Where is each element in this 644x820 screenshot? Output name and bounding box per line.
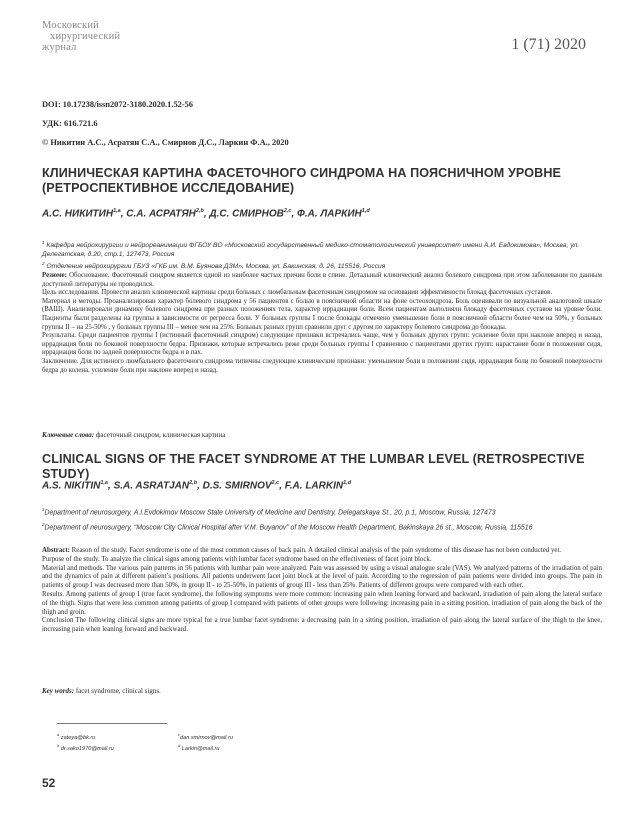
- udk: УДК: 616.721.6: [42, 119, 98, 128]
- abstract-paragraph: [42, 565, 602, 591]
- footnote: [178, 731, 233, 742]
- author-sup: 2,b: [189, 480, 198, 486]
- abstract-text: Purpose of the study. To analyze the clinical signs among patients with lumbar facet syndrome based on the effectiveness of facet joint block.: [42, 555, 432, 563]
- affiliations-en: [42, 505, 602, 532]
- footnote: [178, 742, 233, 753]
- abstract-paragraph: [42, 591, 602, 617]
- keywords-text: фасеточный синдром, клиническая картина: [94, 431, 226, 439]
- keywords-label: Ключевые слова:: [42, 431, 95, 439]
- abstract-text: Цель исследования. Провести анализ клинической картины среди больных с люмбальным фасеточным синдромом на основании эффективности блокад фасеточных суставов.: [42, 289, 553, 297]
- aff-text: Кафедра нейрохирургии и нейрореанимации ФГБОУ ВО «Московский государственный медико-стоматологический университет имени А.И. Евдокимова», Москва, ул. Делегатская, д.20, стр.1, 127473, Россия: [42, 242, 580, 259]
- footnote-rule: [57, 723, 167, 724]
- abstract-text: Reason of the study. Facet syndrome is one of the most common causes of back pain. A detailed clinical analysis of the pain syndrome of this disease has not been conducted yet.: [69, 547, 562, 554]
- abstract-text: Материал и методы. Проанализирован характер болевого синдрома у 56 пациентов с болью в поясничной области на фоне остеохондроза. Боль оценивали по визуальной аналоговой шкале (ВАШ). Анализировали динамику болевого синдрома при разных положениях тела, характер иррадиации боли. Всем пациентам выполняли блокаду фасеточных суставов на уровне боли. Пациенты были разделены на группы в зависимости от регресса боли. У больных группы I после блокады отмечено уменьшение боли в поясничной области более чем на 50%, у больных группы II – на 25-50% , у больных группы III – менее чем на 25%. Больных разных групп сравнили друг с другом по характеру болевого синдрома до блокады.: [42, 297, 602, 331]
- affiliation: [42, 238, 602, 259]
- abstract-paragraph: [42, 298, 602, 332]
- aff-text: Отделение нейрохирургии ГБУЗ «ГКБ им. В.М. Буянова ДЗМ», Москва, ул. Бакинская, д. 26, 115516, Россия: [46, 263, 386, 271]
- abstract-lead: Abstract:: [42, 547, 70, 554]
- aff-text: Department of neurosurgery, A.I.Evdokimov Moscow State University of Medicine and Dentistry, Delegatskaya St., 20, p.1, Moscow, Russia, 127473: [44, 509, 496, 517]
- abstract-paragraph: [42, 617, 602, 635]
- authors-en: A.S. NIKITIN$^{1,a}$, S.A. ASRATJAN$^{2,b}$, D.S. SMIRNOV$^{2,c}$, F.A. LARKIN$^{1,d}$: [42, 480, 352, 492]
- author-sup: 2,c: [271, 480, 280, 486]
- footnote-email[interactable]: dan.smirnov@mail.ru: [180, 734, 233, 741]
- footnote-sup: c: [178, 732, 180, 737]
- abstract-text: Conclusion The following clinical signs are more typical for a true lumbar facet syndrome: a decreasing pain in a sitting position, irradiation of pain along the lateral surface of the thigh to the knee, increasing pain when leaning forward and backward.: [42, 617, 602, 634]
- aff-sup: 2: [42, 261, 45, 267]
- abstract-text: Заключение. Для истинного люмбального фасеточного синдрома типичны следующие клинические признаки: уменьшение боли в положении сидя, иррадиация боли по боковой поверхности бедра до колена, усиление боли при наклоне вперед и назад.: [42, 357, 602, 374]
- journal-logo: [42, 20, 120, 53]
- author-sup: 1,a: [113, 208, 121, 214]
- author: А.С. НИКИТИН: [42, 208, 114, 220]
- copyright: © Никитин А.С., Асратян С.А., Смирнов Д.С., Ларкин Ф.А., 2020: [42, 138, 289, 147]
- footnote-email[interactable]: dr.sako1970@mail.ru: [60, 746, 114, 753]
- abstract-paragraph: [42, 289, 602, 298]
- author-sup: 2,c: [283, 208, 292, 214]
- keywords-ru: [42, 431, 225, 439]
- author: С.А. АСРАТЯН: [126, 208, 196, 220]
- abstract-paragraph: [42, 556, 602, 565]
- doi: DOI: 10.17238/issn2072-3180.2020.1.52-56: [42, 100, 193, 109]
- author: D.S. SMIRNOV: [202, 480, 272, 492]
- author: Ф.А. ЛАРКИН: [297, 208, 362, 220]
- title-en: CLINICAL SIGNS OF THE FACET SYNDROME AT THE LUMBAR LEVEL (RETROSPECTIVE STUDY): [42, 452, 585, 481]
- issue-number: 1 (71) 2020: [511, 36, 586, 53]
- author: S.A. ASRATJAN: [113, 480, 190, 492]
- page-number: 52: [42, 776, 56, 790]
- abstract-ru: [42, 272, 602, 375]
- aff-sup: 2: [42, 521, 45, 527]
- footnote-email[interactable]: zateya@bk.ru: [60, 734, 96, 741]
- affiliations-ru: [42, 238, 602, 271]
- keywords-en: [42, 687, 161, 695]
- abstract-text: Обоснование. Фасеточный синдром является одной из наиболее частых причин боли в спине. Детальный клинический анализ болевого синдрома при этом заболевании по данным доступной литературы не проводился.: [42, 272, 602, 288]
- footnote: [57, 742, 114, 753]
- abstract-text: Material and methods. The various pain patterns in 56 patients with lumbar pain were analyzed. Pain was assessed by using a visual analogue scale (VAS). We analyzed patterns of the irradiation of pain and the dynamics of pain at different patient’s positions. All patients underwent facet joint block at the level of pain. According to the regression of pain patients were divided into groups. The pain in patients of group I was decreased more than 50%, in group II - to 25-50%, in patients of group III - less than 25%. Patients of different groups were compared with each other.: [42, 564, 602, 590]
- abstract-paragraph: [42, 358, 602, 375]
- author-sup: 1,d: [343, 480, 352, 486]
- footnote-sup: b: [57, 743, 60, 749]
- logo-line-3: журнал: [42, 42, 77, 53]
- aff-text: Department of neurosurgery, “Moscow City Clinical Hospital after V.M. Buyanov” of the Moscow Health Department, Bakinskaya 26 st., Moscow, Russia, 115516: [44, 523, 533, 531]
- footnote: [57, 731, 114, 742]
- abstract-text: Results. Among patients of group I (true facet syndrome), the following symptoms were more common: increasing pain when leaning forward and backward, irradiation of pain along the lateral surface of the thigh. Signs that were less common among patients of group I compared with patients of other groups were following: increasing pain in a sitting position, irradiation of pain along the back of the thigh and groin.: [42, 590, 602, 616]
- logo-line-2: хирургический: [50, 31, 121, 42]
- footnote-sup: d: [178, 743, 181, 749]
- keywords-label: Key words:: [42, 687, 75, 695]
- abstract-paragraph: [42, 272, 602, 289]
- abstract-paragraph: [42, 332, 602, 358]
- footnote-email[interactable]: Larkin@mail.ru: [181, 746, 220, 753]
- affiliation: [42, 520, 602, 533]
- footnotes-right: [178, 731, 233, 754]
- authors-ru: А.С. НИКИТИН$^{1,a}$, С.А. АСРАТЯН$^{2,b}$, Д.С. СМИРНОВ$^{2,c}$, Ф.А. ЛАРКИН$^{1,d}$: [42, 208, 370, 220]
- footnote-sup: a: [57, 732, 60, 737]
- author-sup: 1,d: [361, 208, 370, 214]
- aff-sup: 1: [42, 507, 45, 512]
- author: A.S. NIKITIN: [42, 480, 101, 492]
- abstract-text: Результаты. Среди пациентов группы I (истинный фасеточный синдром) следующие признаки встречались чаще, чем у больных других групп: усиление боли при наклоне вперед и назад, иррадиация боли по боковой поверхности бедра. Признаки, которые встречались реже среди больных группы I сравнению с пациентами других групп: нарастание боли в положении сидя, иррадиация боли по задней поверхности бедра и в пах.: [42, 332, 602, 357]
- logo-line-1: Московский: [42, 20, 99, 31]
- affiliation: [42, 259, 602, 271]
- author: F.A. LARKIN: [284, 480, 344, 492]
- aff-sup: 1: [42, 240, 45, 245]
- abstract-en: [42, 547, 602, 635]
- abstract-paragraph: [42, 547, 602, 556]
- keywords-text: facet syndrome, clinical signs.: [74, 687, 161, 695]
- author-sup: 1,a: [100, 480, 108, 486]
- footnotes-left: [57, 731, 114, 754]
- author: Д.С. СМИРНОВ: [209, 208, 284, 220]
- abstract-lead: Резюме:: [42, 272, 67, 279]
- affiliation: [42, 505, 602, 518]
- author-sup: 2,b: [195, 208, 204, 214]
- title-ru: КЛИНИЧЕСКАЯ КАРТИНА ФАСЕТОЧНОГО СИНДРОМА НА ПОЯСНИЧНОМ УРОВНЕ (РЕТРОСПЕКТИВНОЕ ИССЛЕДОВАНИЕ): [42, 166, 562, 195]
